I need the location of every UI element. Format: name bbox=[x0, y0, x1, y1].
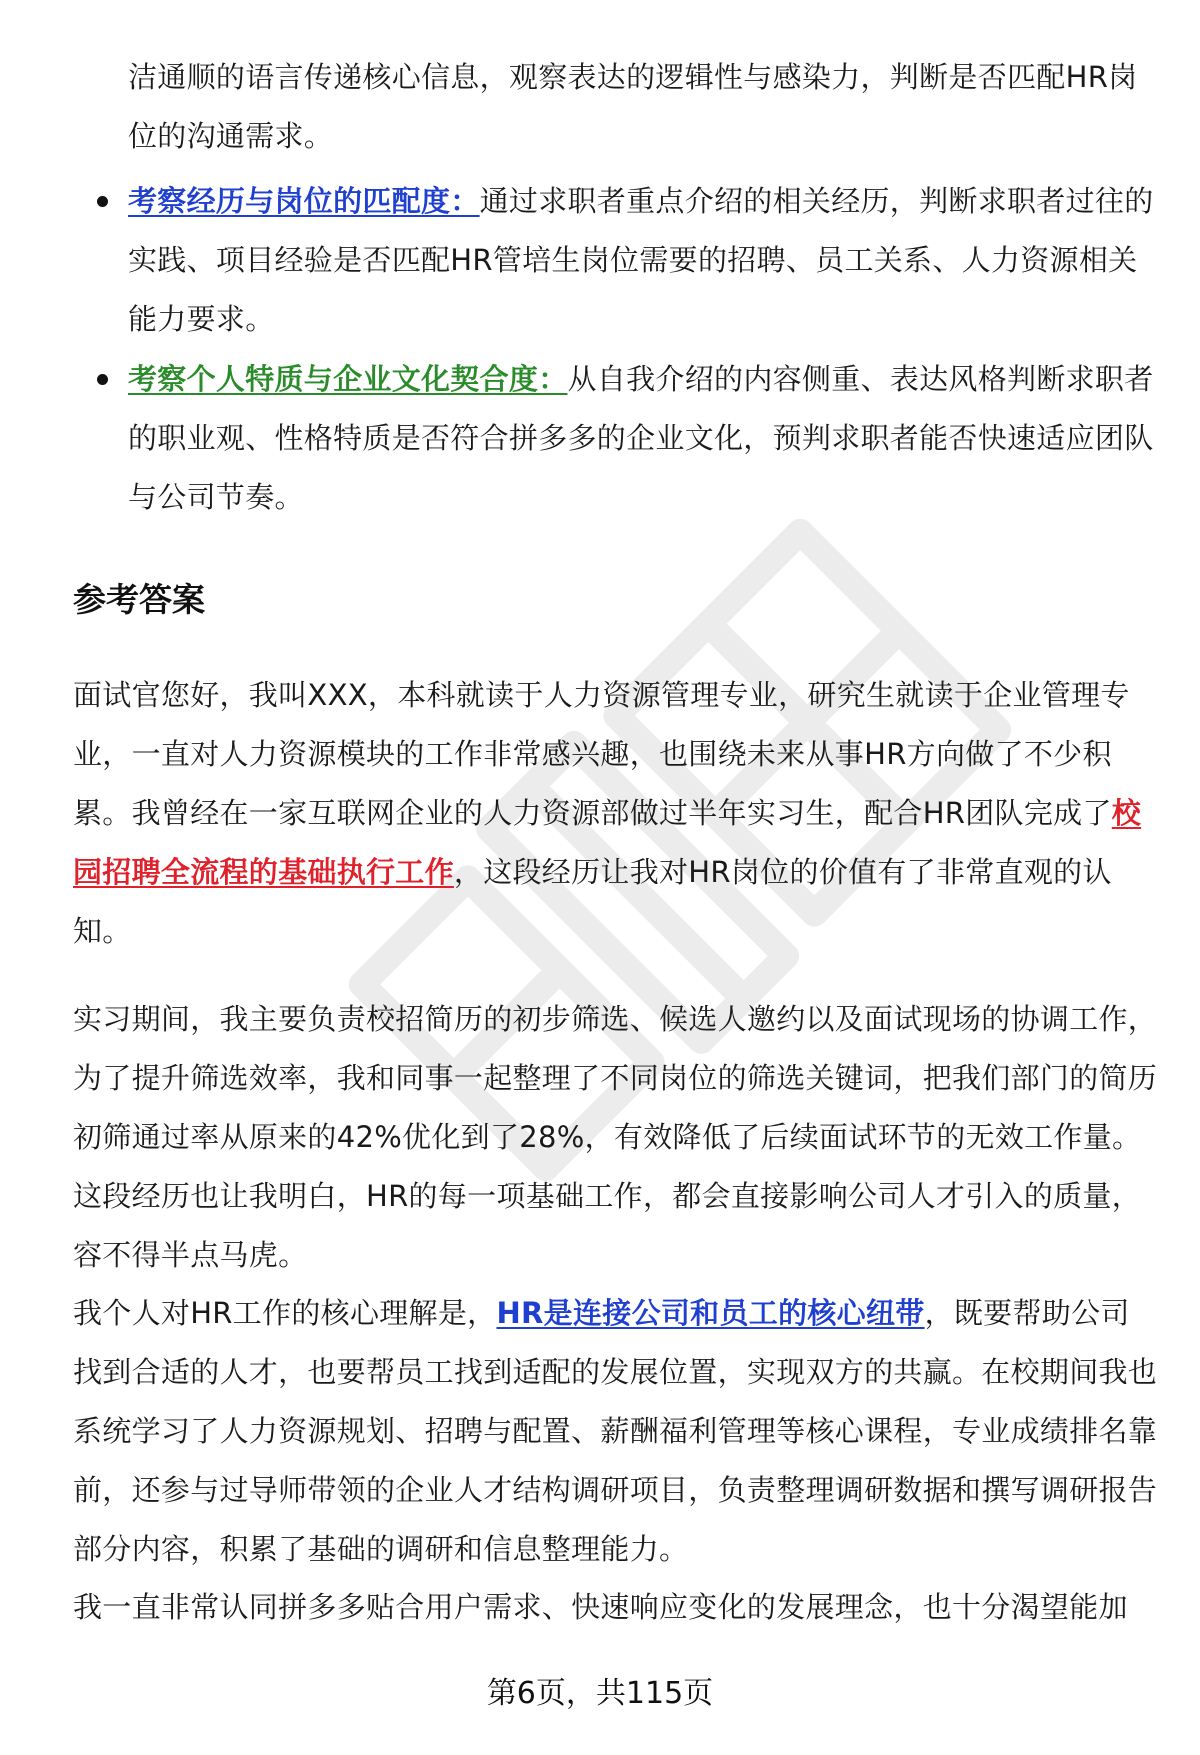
answer-text: ，既要帮助公司找到合适的人才，也要帮员工找到适配的发展位置，实现双方的共赢。在校期间我也系统学习了人力资源规划、招聘与配置、薪酬福利管理等核心课程，专业成绩排名靠前，还参与过导师带领的企业人才结构调研项目，负责整理调研数据和撰写调研报告部分内容，积累了基础的调研和信息整理能力。 bbox=[73, 1296, 1158, 1566]
answer-text: 我个人对HR工作的核心理解是， bbox=[73, 1296, 497, 1330]
bullet-dot-icon bbox=[97, 374, 108, 385]
intro-continuation: 洁通顺的语言传递核心信息，观察表达的逻辑性与感染力，判断是否匹配HR岗位的沟通需求。 bbox=[128, 60, 1138, 153]
answer-highlight: 校园招聘全流程的基础执行工作 bbox=[73, 796, 1142, 889]
bullet-label: 考察经历与岗位的匹配度： bbox=[128, 184, 480, 218]
answer-paragraph bbox=[73, 666, 1158, 961]
answer-paragraph bbox=[73, 1284, 1158, 1579]
page-number: 第6页，共115页 bbox=[486, 1676, 714, 1711]
section-title: 参考答案 bbox=[73, 580, 205, 619]
bullet-text: 从自我介绍的内容侧重、表达风格判断求职者的职业观、性格特质是否符合拼多多的企业文化，预判求职者能否快速适应团队与公司节奏。 bbox=[128, 362, 1154, 514]
answer-paragraph: 我一直非常认同拼多多贴合用户需求、快速响应变化的发展理念，也十分渴望能加 bbox=[73, 1590, 1128, 1624]
answer-highlight: HR是连接公司和员工的核心纽带 bbox=[496, 1296, 925, 1330]
bullet-label: 考察个人特质与企业文化契合度： bbox=[128, 362, 568, 396]
bullet-item bbox=[128, 172, 1158, 349]
bullet-dot-icon bbox=[97, 196, 108, 207]
answer-paragraph: 实习期间，我主要负责校招简历的初步筛选、候选人邀约以及面试现场的协调工作，为了提升筛选效率，我和同事一起整理了不同岗位的筛选关键词，把我们部门的简历初筛通过率从原来的42%优化到了28%，有效降低了后续面试环节的无效工作量。这段经历也让我明白，HR的每一项基础工作，都会直接影响公司人才引入的质量，容不得半点马虎。 bbox=[73, 1002, 1158, 1272]
bullet-text: 通过求职者重点介绍的相关经历，判断求职者过往的实践、项目经验是否匹配HR管培生岗位需要的招聘、员工关系、人力资源相关能力要求。 bbox=[128, 184, 1154, 336]
answer-text: 面试官您好，我叫XXX，本科就读于人力资源管理专业，研究生就读于企业管理专业，一直对人力资源模块的工作非常感兴趣，也围绕未来从事HR方向做了不少积累。我曾经在一家互联网企业的人力资源部做过半年实习生，配合HR团队完成了 bbox=[73, 678, 1130, 830]
answer-text: ，这段经历让我对HR岗位的价值有了非常直观的认知。 bbox=[73, 855, 1112, 948]
bullet-item bbox=[128, 350, 1158, 527]
